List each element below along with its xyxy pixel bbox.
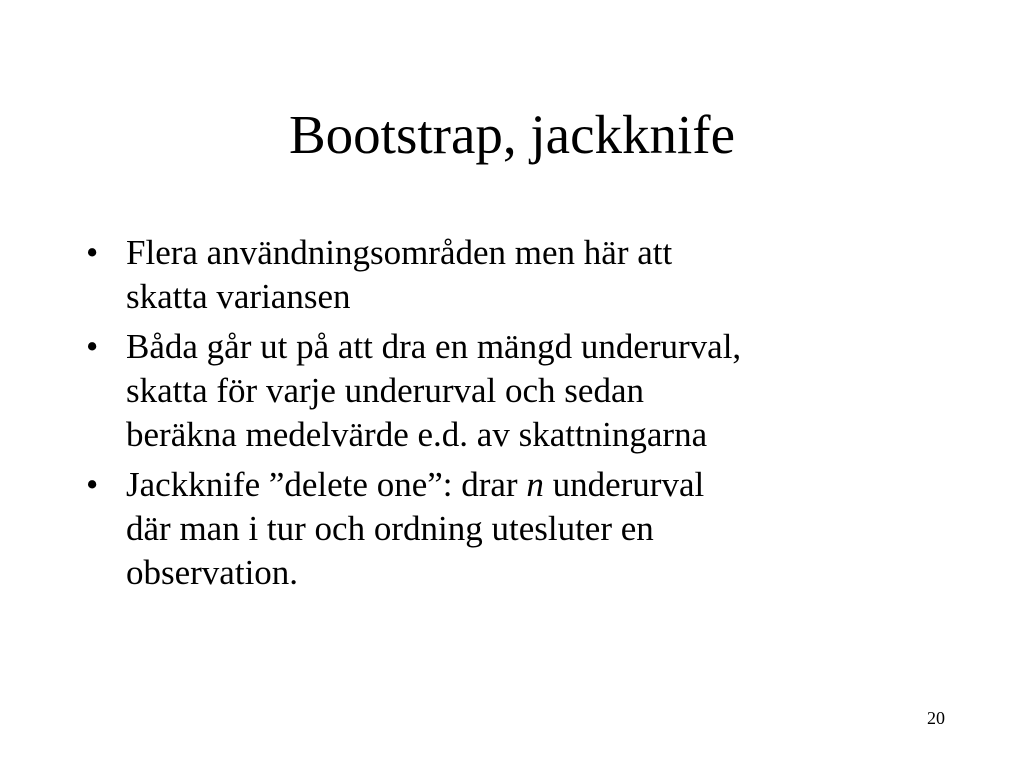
bullet-icon: • <box>86 465 99 504</box>
bullet-3-line-1-after: underurval <box>543 465 705 504</box>
bullet-2-line-2: skatta för varje underurval och sedan <box>126 371 644 410</box>
bullet-3-line-2: där man i tur och ordning utesluter en <box>126 509 654 548</box>
bullet-item-1 <box>86 231 956 319</box>
bullet-item-3 <box>86 463 956 595</box>
slide-title: Bootstrap, jackknife <box>289 104 735 165</box>
bullet-icon: • <box>86 233 99 272</box>
bullet-item-2 <box>86 325 956 457</box>
bullet-1-line-1: Flera användningsområden men här att <box>126 233 673 272</box>
bullet-2-line-1: Båda går ut på att dra en mängd underurval, <box>126 327 742 366</box>
bullet-3-line-1-before: Jackknife ”delete one”: drar <box>126 465 527 504</box>
bullet-icon: • <box>86 327 99 366</box>
bullet-3-line-1 <box>126 463 956 507</box>
page-number: 20 <box>927 708 945 728</box>
bullet-list <box>86 231 956 601</box>
bullet-3-line-3: observation. <box>126 553 299 592</box>
bullet-2-line-3: beräkna medelvärde e.d. av skattningarna <box>126 415 708 454</box>
bullet-3-italic-n: n <box>526 465 544 504</box>
bullet-1-line-2: skatta variansen <box>126 277 351 316</box>
